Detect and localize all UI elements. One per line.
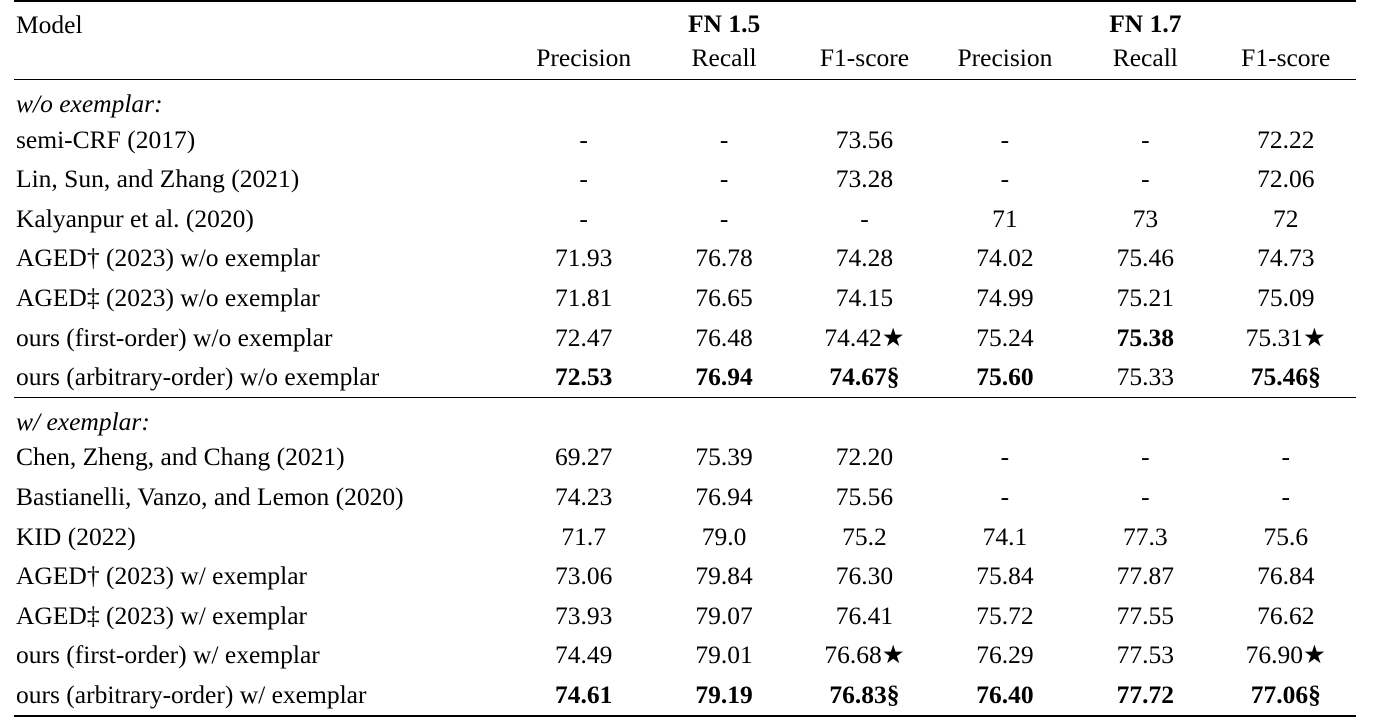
cell-fn17-f1: -	[1281, 481, 1290, 511]
cell-fn15-f1: 76.83§	[829, 679, 900, 709]
cell-fn15-f1: 76.68★	[824, 640, 905, 670]
row-model-name: semi-CRF (2017)	[16, 124, 196, 154]
column-header-fn15-recall: Recall	[691, 43, 757, 72]
section-label-wo-exemplar: w/o exemplar:	[14, 80, 1356, 120]
row-model-name: ours (first-order) w/o exemplar	[16, 322, 333, 352]
cell-fn15-precision: 74.49	[554, 640, 613, 670]
table-row	[14, 159, 1356, 199]
cell-fn17-precision: 71	[992, 203, 1018, 233]
column-header-fn17-recall: Recall	[1112, 43, 1178, 72]
cell-fn15-recall: 76.94	[695, 481, 753, 511]
cell-fn15-recall: 76.94	[695, 362, 753, 392]
cell-fn15-recall: 79.07	[695, 600, 753, 630]
cell-fn17-precision: -	[1000, 164, 1010, 194]
cell-fn15-precision: 69.27	[554, 442, 613, 472]
section-header-row	[14, 397, 1356, 437]
cell-fn15-recall: 79.19	[695, 679, 753, 709]
cell-fn17-recall: 77.87	[1116, 561, 1174, 591]
cell-fn15-precision: 72.53	[554, 362, 613, 392]
cell-fn15-precision: -	[579, 124, 588, 154]
row-model-name: Lin, Sun, and Zhang (2021)	[16, 164, 300, 194]
cell-fn15-precision: 74.23	[554, 481, 613, 511]
cell-fn17-f1: 72.22	[1257, 124, 1315, 154]
column-header-fn17-precision: Precision	[957, 43, 1053, 72]
cell-fn17-precision: -	[1000, 124, 1010, 154]
cell-fn17-f1: 74.73	[1257, 243, 1315, 273]
table-row	[14, 318, 1356, 358]
cell-fn15-recall: 79.0	[701, 521, 747, 551]
section-header-row	[14, 80, 1356, 120]
cell-fn15-recall: 79.84	[695, 561, 753, 591]
row-model-name: ours (arbitrary-order) w/o exemplar	[16, 362, 380, 392]
cell-fn17-f1: 72	[1273, 203, 1299, 233]
cell-fn15-f1: 76.41	[835, 600, 894, 630]
table-row	[14, 477, 1356, 517]
row-model-name: AGED‡ (2023) w/o exemplar	[16, 282, 320, 312]
table-row	[14, 556, 1356, 596]
cell-fn15-precision: 73.06	[554, 561, 613, 591]
column-header-fn15-f1: F1-score	[819, 43, 910, 72]
cell-fn17-precision: 76.40	[976, 679, 1034, 709]
cell-fn17-recall: 75.33	[1116, 362, 1174, 392]
cell-fn17-f1: 76.62	[1257, 600, 1315, 630]
table-row	[14, 596, 1356, 636]
cell-fn15-f1: 74.42★	[824, 322, 905, 352]
cell-fn17-recall: 77.3	[1123, 521, 1168, 551]
cell-fn17-recall: -	[1141, 481, 1150, 511]
cell-fn15-f1: 72.20	[835, 442, 894, 472]
cell-fn17-precision: 76.29	[976, 640, 1034, 670]
table-bottom-rule	[14, 716, 1356, 725]
cell-fn17-f1: 72.06	[1257, 164, 1315, 194]
table-row	[14, 120, 1356, 160]
cell-fn15-recall: 76.78	[695, 243, 753, 273]
table-row	[14, 238, 1356, 278]
cell-fn17-recall: -	[1141, 442, 1150, 472]
table-row	[14, 357, 1356, 397]
cell-fn15-recall: 75.39	[695, 442, 753, 472]
cell-fn15-precision: 72.47	[554, 322, 613, 352]
column-header-fn17-f1: F1-score	[1241, 43, 1331, 72]
cell-fn17-precision: 74.1	[982, 521, 1028, 551]
cell-fn15-f1: 74.28	[835, 243, 894, 273]
row-model-name: Chen, Zheng, and Chang (2021)	[16, 442, 345, 472]
cell-fn17-precision: -	[1000, 442, 1010, 472]
cell-fn15-f1: 73.28	[835, 164, 894, 194]
cell-fn17-precision: -	[1000, 481, 1010, 511]
section-label-w-exemplar: w/ exemplar:	[14, 397, 1356, 437]
cell-fn17-f1: 77.06§	[1250, 679, 1321, 709]
cell-fn17-f1: 76.84	[1257, 561, 1315, 591]
table-header-group-row	[14, 1, 1356, 41]
table-row	[14, 675, 1356, 716]
cell-fn15-f1: 76.30	[835, 561, 894, 591]
bottom-rule-cell	[14, 716, 1356, 725]
cell-fn15-f1: 74.67§	[829, 362, 900, 392]
cell-fn15-precision: 71.93	[554, 243, 613, 273]
row-model-name: AGED† (2023) w/o exemplar	[16, 243, 320, 273]
table-row	[14, 635, 1356, 675]
cell-fn17-recall: 77.53	[1116, 640, 1174, 670]
cell-fn17-precision: 75.72	[976, 600, 1034, 630]
cell-fn15-f1: -	[860, 203, 869, 233]
cell-fn17-recall: -	[1141, 164, 1150, 194]
results-table	[14, 0, 1356, 725]
cell-fn15-f1: 73.56	[835, 124, 894, 154]
cell-fn17-recall: 77.55	[1116, 600, 1174, 630]
cell-fn17-precision: 75.84	[976, 561, 1034, 591]
cell-fn15-f1: 74.15	[835, 282, 894, 312]
row-model-name: Kalyanpur et al. (2020)	[16, 203, 254, 233]
cell-fn15-precision: 71.81	[554, 282, 613, 312]
cell-fn15-f1: 75.56	[835, 481, 894, 511]
table-row	[14, 278, 1356, 318]
cell-fn15-precision: 73.93	[554, 600, 613, 630]
cell-fn17-recall: 73	[1132, 203, 1159, 233]
cell-fn17-f1: 75.46§	[1250, 362, 1321, 392]
cell-fn17-f1: 75.31★	[1245, 322, 1326, 352]
cell-fn15-precision: 74.61	[554, 679, 613, 709]
table-row	[14, 199, 1356, 239]
cell-fn17-precision: 75.24	[976, 322, 1034, 352]
cell-fn15-recall: -	[719, 203, 729, 233]
cell-fn15-recall: -	[719, 124, 729, 154]
row-model-name: KID (2022)	[16, 521, 136, 551]
cell-fn15-recall: 76.48	[695, 322, 753, 352]
group-header-fn17: FN 1.7	[935, 1, 1356, 41]
cell-fn15-recall: -	[719, 164, 729, 194]
cell-fn17-f1: -	[1281, 442, 1290, 472]
cell-fn15-recall: 79.01	[695, 640, 753, 670]
cell-fn17-recall: 75.21	[1116, 282, 1174, 312]
cell-fn15-precision: 71.7	[561, 521, 606, 551]
cell-fn17-f1: 76.90★	[1245, 640, 1326, 670]
cell-fn17-precision: 75.60	[976, 362, 1034, 392]
row-model-name: Bastianelli, Vanzo, and Lemon (2020)	[16, 481, 404, 511]
cell-fn17-precision: 74.99	[976, 282, 1034, 312]
table-row	[14, 517, 1356, 557]
cell-fn17-recall: 75.38	[1116, 322, 1174, 352]
cell-fn17-recall: -	[1141, 124, 1150, 154]
cell-fn17-recall: 77.72	[1116, 679, 1174, 709]
group-header-fn15: FN 1.5	[513, 1, 934, 41]
table-body	[14, 80, 1356, 725]
cell-fn15-f1: 75.2	[842, 521, 887, 551]
cell-fn15-precision: -	[579, 164, 588, 194]
cell-fn17-recall: 75.46	[1116, 243, 1174, 273]
column-header-fn15-precision: Precision	[536, 43, 632, 72]
cell-fn15-precision: -	[579, 203, 588, 233]
column-header-model: Model	[14, 1, 513, 80]
row-model-name: ours (first-order) w/ exemplar	[16, 640, 320, 670]
row-model-name: AGED† (2023) w/ exemplar	[16, 561, 308, 591]
row-model-name: ours (arbitrary-order) w/ exemplar	[16, 679, 367, 709]
row-model-name: AGED‡ (2023) w/ exemplar	[16, 600, 308, 630]
cell-fn15-recall: 76.65	[695, 282, 753, 312]
table-row	[14, 437, 1356, 477]
cell-fn17-precision: 74.02	[976, 243, 1034, 273]
cell-fn17-f1: 75.6	[1263, 521, 1309, 551]
cell-fn17-f1: 75.09	[1257, 282, 1315, 312]
